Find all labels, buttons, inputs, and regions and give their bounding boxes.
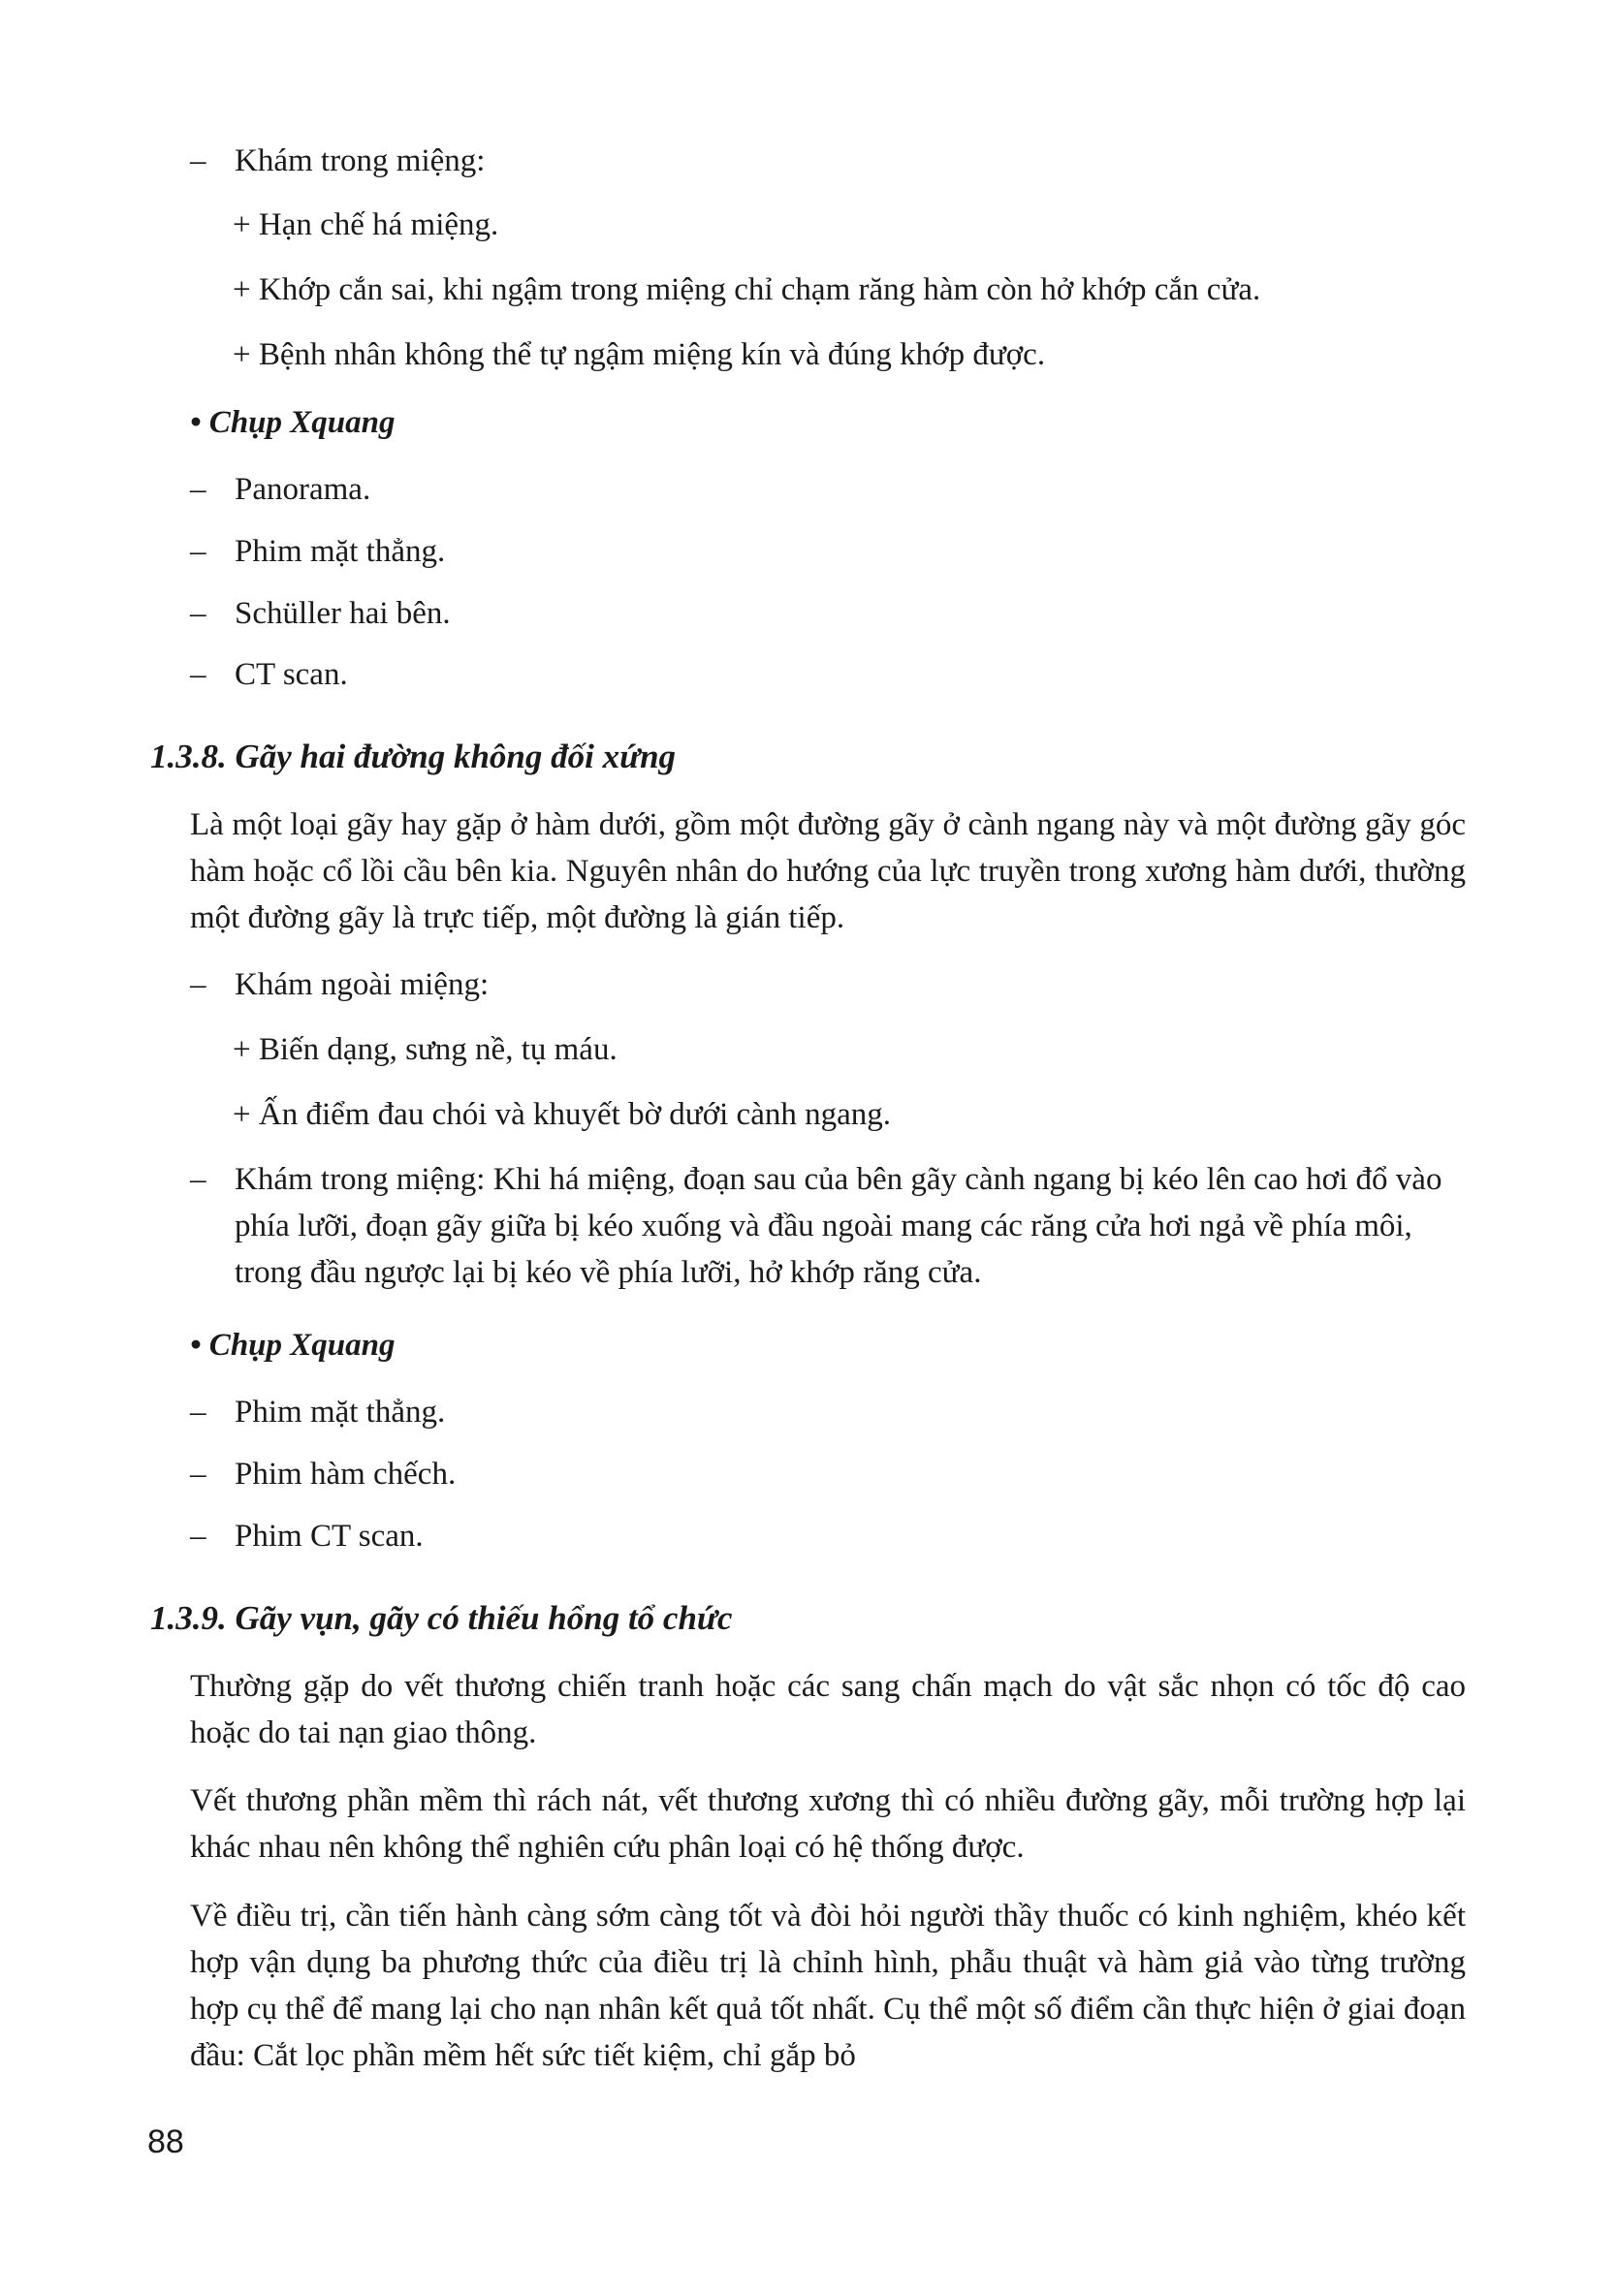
paragraph: Thường gặp do vết thương chiến tranh hoặc các sang chấn mạch do vật sắc nhọn có tốc độ cao hoặc do tai nạn giao thông. — [190, 1669, 1466, 1750]
list-item-text: Schüller hai bên. — [235, 596, 451, 631]
dash-marker: – — [190, 472, 206, 507]
plus-item-pain-point: + Ấn điểm đau chói và khuyết bờ dưới cành ngang. — [233, 1097, 891, 1132]
list-item-text: CT scan. — [235, 657, 348, 692]
dash-marker: – — [190, 967, 206, 1002]
dash-marker: – — [190, 1519, 206, 1554]
list-item-text: Panorama. — [235, 472, 371, 507]
section-heading-1-3-8: 1.3.8. Gãy hai đường không đối xứng — [150, 738, 677, 775]
section-heading-1-3-9: 1.3.9. Gãy vụn, gãy có thiếu hổng tổ chức — [150, 1599, 733, 1637]
plus-item-malocclusion: + Khớp cắn sai, khi ngậm trong miệng chỉ chạm răng hàm còn hở khớp cắn cửa. — [233, 272, 1261, 307]
xray-heading: • Chụp Xquang — [190, 1328, 396, 1363]
paragraph: Vết thương phần mềm thì rách nát, vết thương xương thì có nhiều đường gãy, mỗi trường hợp lại khác nhau nên không thể nghiên cứu phân loại có hệ thống được. — [190, 1783, 1466, 1865]
plus-item-limited-opening: + Hạn chế há miệng. — [233, 207, 499, 242]
dash-marker: – — [190, 1457, 206, 1492]
plus-item-deformity: + Biến dạng, sưng nề, tụ máu. — [233, 1032, 618, 1067]
page-number: 88 — [147, 2123, 184, 2160]
list-item-text: Khám trong miệng: — [235, 143, 486, 178]
dash-marker: – — [190, 143, 206, 178]
list-item-text: Khám trong miệng: Khi há miệng, đoạn sau của bên gãy cành ngang bị kéo lên cao hơi đổ vào phía lưỡi, đoạn gãy giữa bị kéo xuống và đầu ngoài mang các răng cửa hơi ngả về phía môi, trong đầu ngược lại bị kéo về phía lưỡi, hở khớp răng cửa. — [235, 1162, 1442, 1290]
list-item-text: Khám ngoài miệng: — [235, 967, 490, 1002]
dash-marker: – — [190, 657, 206, 692]
dash-marker: – — [190, 596, 206, 631]
paragraph: Về điều trị, cần tiến hành càng sớm càng tốt và đòi hỏi người thầy thuốc có kinh nghiệm, khéo kết hợp vận dụng ba phương thức của điều trị là chỉnh hình, phẫu thuật và hàm giả vào từng trường hợp cụ thể để mang lại cho nạn nhân kết quả tốt nhất. Cụ thể một số điểm cần thực hiện ở giai đoạn đầu: Cắt lọc phần mềm hết sức tiết kiệm, chỉ gắp bỏ — [190, 1899, 1466, 2073]
plus-item-cannot-close: + Bệnh nhân không thể tự ngậm miệng kín và đúng khớp được. — [233, 337, 1046, 372]
list-item-text: Phim hàm chếch. — [235, 1457, 457, 1492]
list-item-text: Phim mặt thẳng. — [235, 1395, 446, 1430]
dash-marker: – — [190, 1162, 206, 1197]
dash-marker: – — [190, 1395, 206, 1430]
xray-heading: • Chụp Xquang — [190, 405, 396, 440]
list-item-text: Phim mặt thẳng. — [235, 534, 446, 569]
dash-marker: – — [190, 534, 206, 569]
list-item-text: Phim CT scan. — [235, 1519, 424, 1554]
paragraph: Là một loại gãy hay gặp ở hàm dưới, gồm một đường gãy ở cành ngang này và một đường gãy góc hàm hoặc cổ lồi cầu bên kia. Nguyên nhân do hướng của lực truyền trong xương hàm dưới, thường một đường gãy là trực tiếp, một đường là gián tiếp. — [190, 807, 1466, 935]
